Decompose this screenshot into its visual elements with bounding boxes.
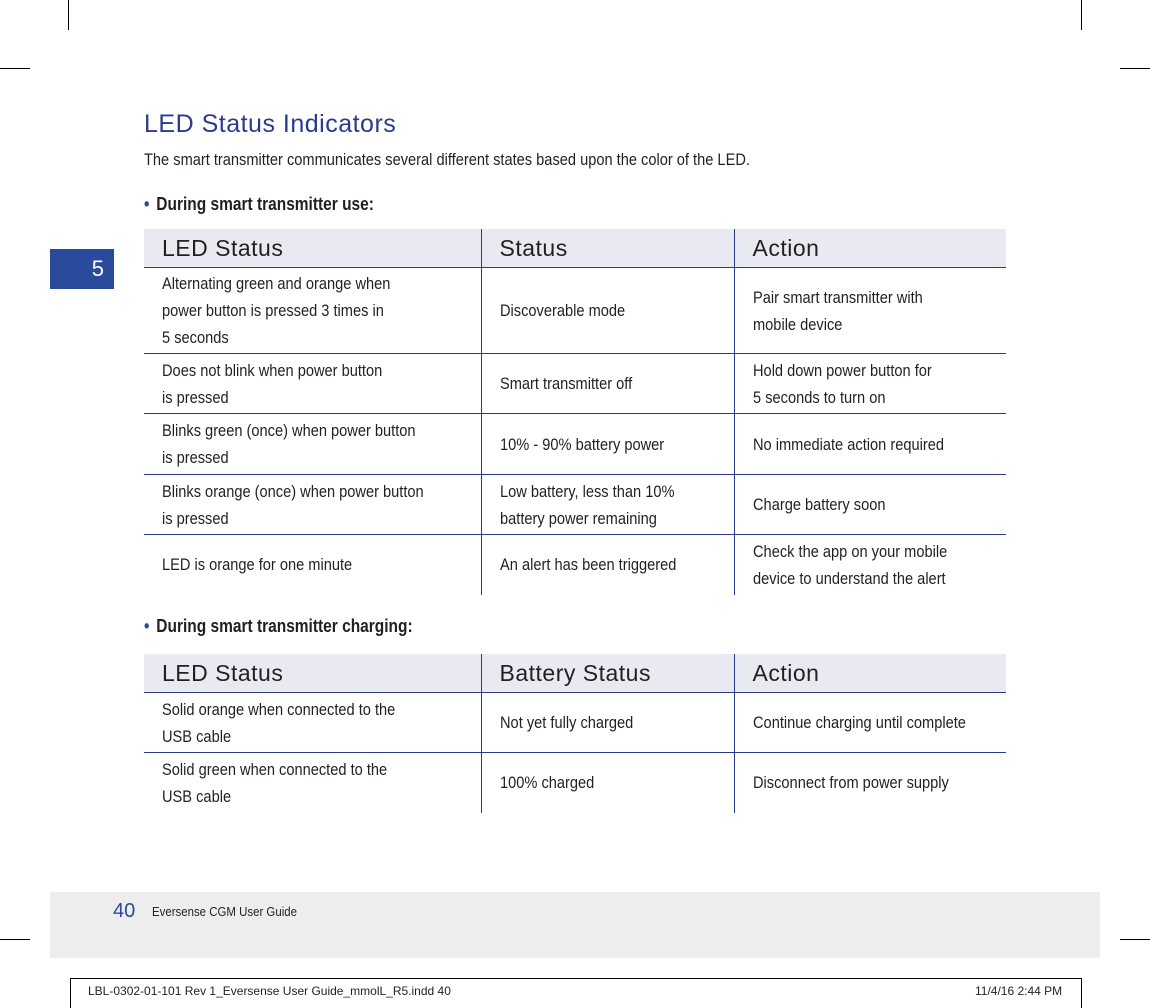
column-header: LED Status bbox=[144, 654, 481, 693]
cell-text: Low battery, less than 10% battery power remaining bbox=[499, 481, 674, 528]
table-cell bbox=[734, 475, 1006, 535]
column-header: Status bbox=[481, 229, 734, 268]
table-row bbox=[144, 693, 1006, 753]
section-heading-use: • During smart transmitter use: bbox=[144, 194, 374, 214]
led-status-table-charging bbox=[144, 654, 1006, 813]
column-header: LED Status bbox=[144, 229, 481, 268]
crop-mark bbox=[1081, 0, 1082, 30]
table-row bbox=[144, 414, 1006, 475]
cell-text: Disconnect from power supply bbox=[752, 773, 949, 793]
cell-text: Hold down power button for 5 seconds to turn on bbox=[752, 360, 932, 407]
page-number: 40 bbox=[113, 900, 136, 922]
cell-text: Discoverable mode bbox=[499, 301, 625, 320]
table-cell bbox=[734, 414, 1006, 475]
slug-timestamp: 11/4/16 2:44 PM bbox=[975, 984, 1063, 998]
crop-mark bbox=[68, 0, 69, 30]
column-header: Action bbox=[734, 654, 1006, 693]
guide-name: Eversense CGM User Guide bbox=[152, 904, 297, 919]
table-cell bbox=[481, 414, 734, 475]
table-cell bbox=[144, 414, 481, 475]
table-cell bbox=[144, 475, 481, 535]
led-status-table-use bbox=[144, 229, 1006, 595]
cell-text: Check the app on your mobile device to understand the alert bbox=[752, 541, 947, 588]
table-cell bbox=[734, 693, 1006, 753]
crop-mark bbox=[0, 68, 30, 69]
table-row bbox=[144, 354, 1006, 414]
column-header: Battery Status bbox=[481, 654, 734, 693]
cell-text: LED is orange for one minute bbox=[162, 555, 353, 575]
table-cell bbox=[481, 693, 734, 753]
slug-file: LBL-0302-01-101 Rev 1_Eversense User Guide_mmolL_R5.indd 40 bbox=[88, 984, 451, 998]
table-row bbox=[144, 475, 1006, 535]
section-heading-charging: • During smart transmitter charging: bbox=[144, 616, 413, 636]
crop-mark bbox=[1120, 68, 1150, 69]
table-cell bbox=[734, 268, 1006, 354]
cell-text: Charge battery soon bbox=[752, 495, 885, 514]
intro-text: The smart transmitter communicates several different states based upon the color of the LED. bbox=[144, 150, 750, 169]
table-row bbox=[144, 535, 1006, 595]
bullet-icon: • bbox=[144, 616, 150, 636]
table-cell bbox=[144, 753, 481, 813]
table-cell bbox=[144, 268, 481, 354]
bullet-icon: • bbox=[144, 194, 150, 214]
page-title: LED Status Indicators bbox=[144, 110, 397, 138]
cell-text: 100% charged bbox=[499, 773, 594, 793]
table-cell bbox=[144, 693, 481, 753]
chapter-tab: 5 bbox=[50, 249, 114, 289]
table-row bbox=[144, 753, 1006, 813]
table-cell bbox=[481, 475, 734, 535]
cell-text: An alert has been triggered bbox=[499, 555, 676, 575]
table-cell bbox=[144, 354, 481, 414]
crop-mark bbox=[0, 939, 30, 940]
table-row bbox=[144, 268, 1006, 354]
table-header-row bbox=[144, 654, 1006, 693]
cell-text: Does not blink when power button is pressed bbox=[162, 360, 383, 407]
table-cell bbox=[734, 535, 1006, 595]
cell-text: Alternating green and orange when power button is pressed 3 times in 5 seconds bbox=[162, 274, 391, 347]
cell-text: Blinks orange (once) when power button is pressed bbox=[162, 481, 424, 528]
cell-text: Pair smart transmitter with mobile device bbox=[752, 287, 923, 334]
table-cell bbox=[481, 354, 734, 414]
table-cell bbox=[481, 535, 734, 595]
table-cell bbox=[481, 268, 734, 354]
table-cell bbox=[481, 753, 734, 813]
table-cell bbox=[144, 535, 481, 595]
cell-text: Solid orange when connected to the USB cable bbox=[162, 699, 396, 746]
cell-text: Not yet fully charged bbox=[499, 713, 633, 732]
cell-text: 10% - 90% battery power bbox=[499, 434, 664, 454]
footer-band bbox=[50, 892, 1100, 958]
cell-text: No immediate action required bbox=[752, 434, 944, 454]
table-cell bbox=[734, 753, 1006, 813]
cell-text: Continue charging until complete bbox=[752, 713, 966, 732]
crop-mark bbox=[1120, 939, 1150, 940]
cell-text: Solid green when connected to the USB cable bbox=[162, 759, 388, 806]
column-header: Action bbox=[734, 229, 1006, 268]
table-cell bbox=[734, 354, 1006, 414]
cell-text: Blinks green (once) when power button is pressed bbox=[162, 421, 416, 467]
table-header-row bbox=[144, 229, 1006, 268]
cell-text: Smart transmitter off bbox=[499, 374, 632, 393]
